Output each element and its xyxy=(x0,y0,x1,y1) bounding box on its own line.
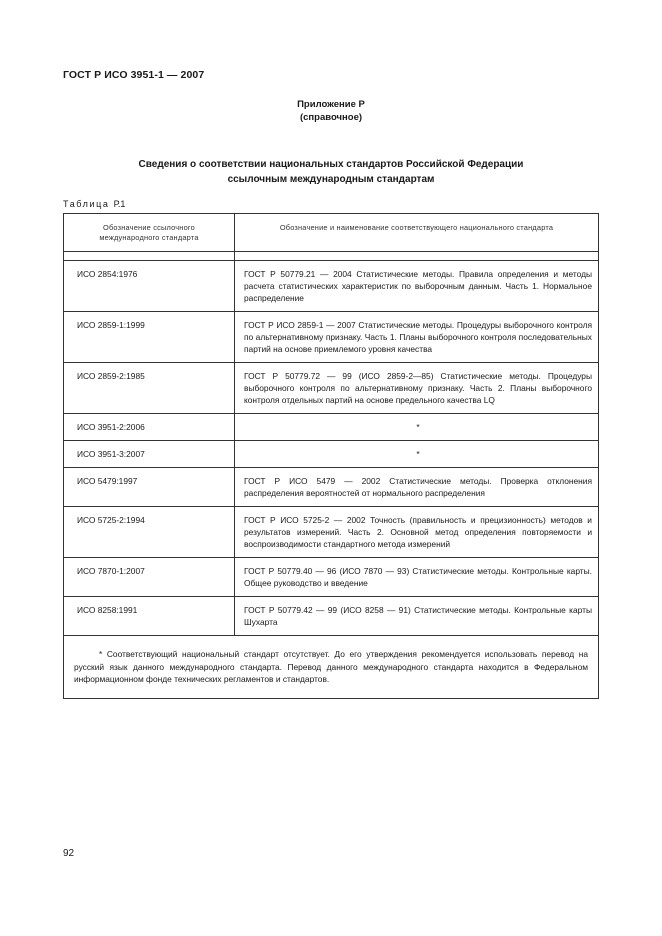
table-header-row xyxy=(64,214,599,252)
table-row xyxy=(64,507,599,558)
table-row xyxy=(64,261,599,312)
table-label xyxy=(63,199,125,209)
page-number: 92 xyxy=(63,848,75,859)
table-row xyxy=(64,312,599,363)
international-standard-cell: ИСО 2854:1976 xyxy=(64,261,235,312)
table-label-number: Р.1 xyxy=(113,199,126,209)
section-title xyxy=(90,157,572,187)
spacer-cell xyxy=(235,252,599,261)
table-footnote: * Соответствующий национальный стандарт отсутствует. До его утверждения рекомендуется использовать перевод на русский язык данного международного стандарта. Перевод данного международного стандарта находится в Федеральном информационном фонде технических регламентов и стандартов. xyxy=(64,636,599,699)
national-standard-cell: ГОСТ Р 50779.21 — 2004 Статистические методы. Правила определения и методы расчета статистических характеристик по выборочным данным. Часть 1. Нормальное распределение xyxy=(235,261,599,312)
table-row xyxy=(64,597,599,636)
table-row xyxy=(64,468,599,507)
table-row xyxy=(64,363,599,414)
national-standard-cell: ГОСТ Р 50779.72 — 99 (ИСО 2859-2—85) Статистические методы. Процедуры выборочного контроля по альтернативному признаку. Часть 2. Планы выборочного контроля отдельных партий на основе предельного качества LQ xyxy=(235,363,599,414)
spacer-cell xyxy=(64,252,235,261)
international-standard-cell: ИСО 2859-1:1999 xyxy=(64,312,235,363)
national-standard-cell: ГОСТ Р 50779.42 — 99 (ИСО 8258 — 91) Статистические методы. Контрольные карты Шухарта xyxy=(235,597,599,636)
national-standard-cell: ГОСТ Р ИСО 5479 — 2002 Статистические методы. Проверка отклонения распределения вероятностей от нормального распределения xyxy=(235,468,599,507)
international-standard-cell: ИСО 3951-3:2007 xyxy=(64,441,235,468)
table-spacer-row xyxy=(64,252,599,261)
national-standard-cell: * xyxy=(235,441,599,468)
international-standard-cell: ИСО 3951-2:2006 xyxy=(64,414,235,441)
section-title-line-2: ссылочным международным стандартам xyxy=(227,174,435,185)
national-standard-cell: * xyxy=(235,414,599,441)
international-standard-cell: ИСО 2859-2:1985 xyxy=(64,363,235,414)
correspondence-table xyxy=(63,213,599,699)
international-standard-cell: ИСО 5479:1997 xyxy=(64,468,235,507)
appendix-subtitle: (справочное) xyxy=(299,112,363,123)
header-national-standard: Обозначение и наименование соответствующего национального стандарта xyxy=(235,214,599,252)
table-row xyxy=(64,558,599,597)
header-international-standard: Обозначение ссылочного международного стандарта xyxy=(64,214,235,252)
national-standard-cell: ГОСТ Р ИСО 2859-1 — 2007 Статистические методы. Процедуры выборочного контроля по альтернативному признаку. Часть 1. Планы выборочного контроля последовательных партий на основе приемлемого уровня качества xyxy=(235,312,599,363)
international-standard-cell: ИСО 5725-2:1994 xyxy=(64,507,235,558)
national-standard-cell: ГОСТ Р 50779.40 — 96 (ИСО 7870 — 93) Статистические методы. Контрольные карты. Общее руководство и введение xyxy=(235,558,599,597)
table-row xyxy=(64,414,599,441)
table-label-word: Таблица xyxy=(63,199,110,209)
international-standard-cell: ИСО 8258:1991 xyxy=(64,597,235,636)
appendix-title: Приложение Р xyxy=(297,99,365,110)
section-title-line-1: Сведения о соответствии национальных стандартов Российской Федерации xyxy=(138,159,524,170)
national-standard-cell: ГОСТ Р ИСО 5725-2 — 2002 Точность (правильность и прецизионность) методов и результатов измерений. Часть 2. Основной метод определения повторяемости и воспроизводимости стандартного метода измерений xyxy=(235,507,599,558)
international-standard-cell: ИСО 7870-1:2007 xyxy=(64,558,235,597)
appendix-heading xyxy=(0,98,662,124)
table-footnote-row xyxy=(64,636,599,699)
table-row xyxy=(64,441,599,468)
document-code: ГОСТ Р ИСО 3951-1 — 2007 xyxy=(63,69,205,81)
